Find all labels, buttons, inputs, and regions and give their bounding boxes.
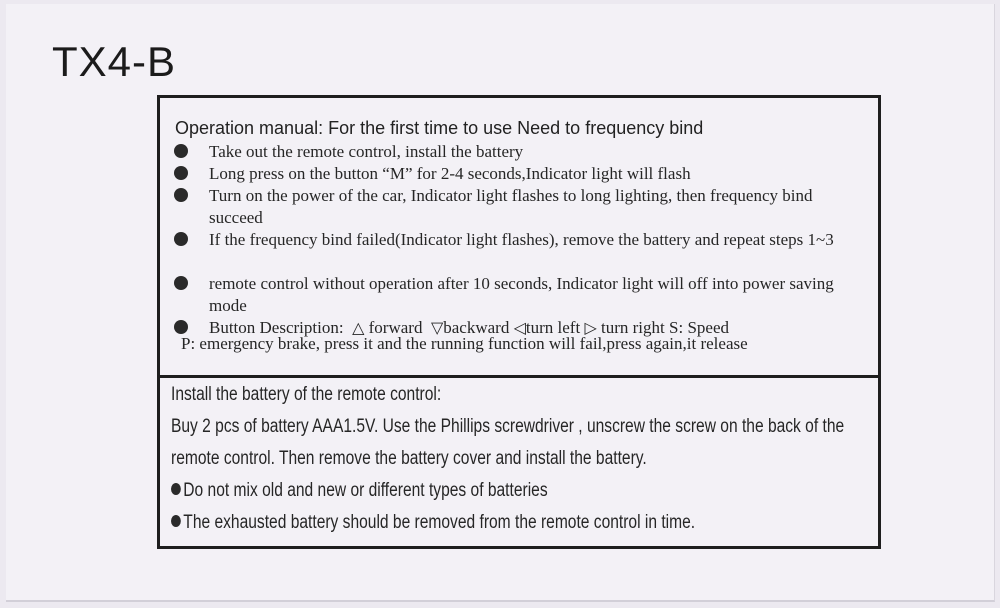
left-label: turn left <box>525 318 581 337</box>
button-description-label: Button Description: <box>209 318 344 337</box>
operation-intro: Operation manual: For the first time to use Need to frequency bind <box>175 118 704 138</box>
model-title: TX4-B <box>52 38 177 85</box>
step-text: Take out the remote control, install the battery <box>209 142 524 161</box>
battery-warning <box>171 512 695 534</box>
bullet-icon <box>171 515 181 527</box>
forward-label: forward <box>368 318 423 337</box>
brake-note: P: emergency brake, press it and the running function will fail,press again,it release <box>181 334 748 353</box>
step-text: remote control without operation after 10 seconds, Indicator light will off into power saving mode <box>209 274 834 315</box>
bullet-icon <box>174 188 188 202</box>
bullet-icon <box>174 276 188 290</box>
battery-warning <box>171 480 548 502</box>
step-text: If the frequency bind failed(Indicator light flashes), remove the battery and repeat steps 1~3 <box>209 230 834 249</box>
forward-triangle-icon: △ <box>352 318 365 337</box>
speed-label: S: Speed <box>669 318 729 337</box>
operation-section <box>160 98 878 378</box>
right-triangle-icon: ▷ <box>584 318 597 337</box>
instructions-box <box>157 95 881 549</box>
right-label: turn right <box>601 318 665 337</box>
bullet-icon <box>174 166 188 180</box>
bullet-icon <box>171 483 181 495</box>
step-text: Turn on the power of the car, Indicator light flashes to long lighting, then frequency bind succeed <box>209 186 813 227</box>
battery-warning-text: The exhausted battery should be removed from the remote control in time. <box>183 512 696 533</box>
bullet-icon <box>174 320 188 334</box>
bullet-icon <box>174 232 188 246</box>
backward-triangle-icon: ▽ <box>430 318 444 337</box>
battery-warning-text: Do not mix old and new or different types of batteries <box>183 480 548 501</box>
battery-instruction-line: Buy 2 pcs of battery AAA1.5V. Use the Phillips screwdriver , unscrew the screw on the back of the <box>171 416 845 437</box>
battery-instruction-line: remote control. Then remove the battery cover and install the battery. <box>171 448 647 469</box>
battery-title: Install the battery of the remote control: <box>171 384 442 405</box>
step-text: Long press on the button “M” for 2-4 seconds,Indicator light will flash <box>209 164 691 183</box>
left-triangle-icon: ◁ <box>513 318 526 337</box>
manual-card <box>6 4 995 602</box>
backward-label: backward <box>443 318 510 337</box>
bullet-icon <box>174 144 188 158</box>
